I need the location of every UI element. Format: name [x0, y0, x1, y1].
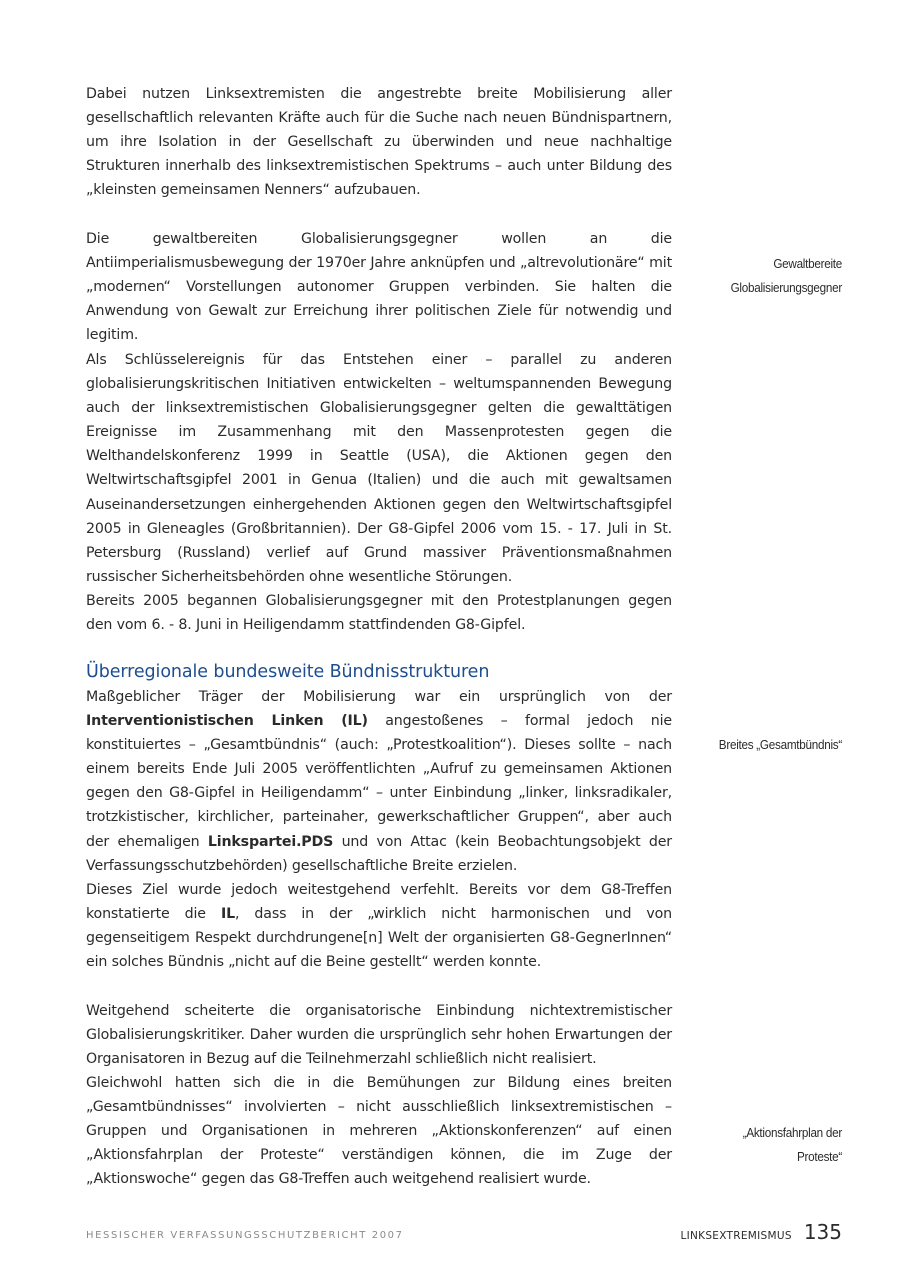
margin-note-2-line-1: Breites „Gesamtbündnis“	[718, 737, 842, 752]
margin-note-gesamtbuendnis	[671, 733, 842, 757]
paragraph-8: Gleichwohl hatten sich die in die Bemühungen zur Bildung eines breiten „Gesamtbündnisses“ involvierten – nicht ausschließlich linksextremistischen – Gruppen und Organisationen in mehreren „Aktionskonferenzen“ auf einen „Aktionsfahrplan der Proteste“ verständigen können, die im Zuge der „Aktionswoche“ gegen das G8-Treffen auch weitgehend realisiert wurde.	[86, 1075, 672, 1188]
paragraph-6	[86, 878, 672, 974]
footer-publication-title: HESSISCHER VERFASSUNGSSCHUTZBERICHT 2007	[86, 1230, 404, 1241]
margin-note-aktionsfahrplan	[671, 1121, 842, 1169]
margin-note-1-line-1: Gewaltbereite	[773, 256, 842, 271]
paragraph-5-text-e: und von Attac (kein Beobachtungsobjekt der Verfassungsschutzbehörden) gesellschaftliche Breite erzielen.	[86, 833, 672, 874]
paragraph-1: Dabei nutzen Linksextremisten die angestrebte breite Mobilisierung aller gesellschaftlich relevanten Kräfte auch für die Suche nach neuen Bündnispartnern, um ihre Isolation in der Gesellschaft zu überwinden und neue nachhaltige Strukturen innerhalb des linksextremistischen Spektrums – auch unter Bildung des „kleinsten gemeinsamen Nenners“ aufzubauen.	[86, 86, 672, 199]
margin-note-3-line-1: „Aktionsfahrplan der	[742, 1125, 842, 1140]
paragraph-7: Weitgehend scheiterte die organisatorische Einbindung nichtextremistischer Globalisierungskritiker. Daher wurden die ursprünglich sehr hohen Erwartungen der Organisatoren in Bezug auf die Teilnehmerzahl schließlich nicht realisiert.	[86, 1003, 672, 1068]
paragraph-5	[86, 685, 672, 878]
paragraph-6-text-a: Dieses Ziel wurde jedoch weitestgehend verfehlt. Bereits vor dem G8-Treffen konstatierte die	[86, 882, 672, 923]
paragraph-2: Die gewaltbereiten Globalisierungsgegner wollen an die Antiimperialismusbewegung der 1970er Jahre anknüpfen und „altrevolutionäre“ mit „modernen“ Vorstellungen autonomer Gruppen verbinden. Sie halten die Anwendung von Gewalt zur Erreichung ihrer politischen Ziele für notwendig und legitim.	[86, 231, 672, 344]
section-heading: Überregionale bundesweite Bündnisstrukturen	[86, 662, 490, 682]
margin-note-3-line-2: Proteste“	[796, 1149, 842, 1164]
paragraph-6-text-c: , dass in der „wirklich nicht harmonischen und von gegenseitigem Respekt durchdrungene[n] Welt der organisierten G8-GegnerInnen“ ein solches Bündnis „nicht auf die Beine gestellt“ werden konnte.	[86, 906, 672, 971]
footer-right	[680, 1220, 842, 1244]
footer-section-label: LINKSEXTREMISMUS	[680, 1230, 792, 1242]
paragraph-5-text-a: Maßgeblicher Träger der Mobilisierung war ein ursprünglich von der	[86, 689, 672, 705]
paragraph-5-bold-il: Interventionistischen Linken (IL)	[86, 713, 368, 730]
paragraph-3: Als Schlüsselereignis für das Entstehen einer – parallel zu anderen globalisierungskritischen Initiativen entwickelten – weltumspannenden Bewegung auch der linksextremistischen Globalisierungsgegner gelten die gewalttätigen Ereignisse im Zusammenhang mit den Massenprotesten gegen die Welthandelskonferenz 1999 in Seattle (USA), die Aktionen gegen den Weltwirtschaftsgipfel 2001 in Genua (Italien) und die auch mit gewaltsamen Auseinandersetzungen einhergehenden Aktionen gegen den Weltwirtschaftsgipfel 2005 in Gleneagles (Großbritannien). Der G8-Gipfel 2006 vom 15. - 17. Juli in St. Petersburg (Russland) verlief auf Grund massiver Präventionsmaßnahmen russischer Sicherheitsbehörden ohne wesentliche Störungen.	[86, 352, 672, 585]
paragraph-4: Bereits 2005 begannen Globalisierungsgegner mit den Protestplanungen gegen den vom 6. - 8. Juni in Heiligendamm stattfindenden G8-Gipfel.	[86, 593, 672, 634]
margin-note-1-line-2: Globalisierungsgegner	[730, 280, 842, 295]
page-number: 135	[803, 1220, 842, 1244]
margin-note-gewaltbereite	[671, 252, 842, 300]
paragraph-5-text-c: angestoßenes – formal jedoch nie konstituiertes – „Gesamtbündnis“ (auch: „Protestkoalition“). Dieses sollte – nach einem bereits Ende Juli 2005 veröffentlichten „Aufruf zu gemeinsamen Aktionen gegen den G8-Gipfel in Heiligendamm“ – unter Einbindung „linker, linksradikaler, trotzkistischer, kirchlicher, parteinaher, gewerkschaftlicher Gruppen“, aber auch der ehemaligen	[86, 713, 672, 850]
paragraph-6-bold-il: IL	[220, 906, 235, 923]
paragraph-5-bold-linkspartei: Linkspartei.PDS	[207, 833, 334, 850]
